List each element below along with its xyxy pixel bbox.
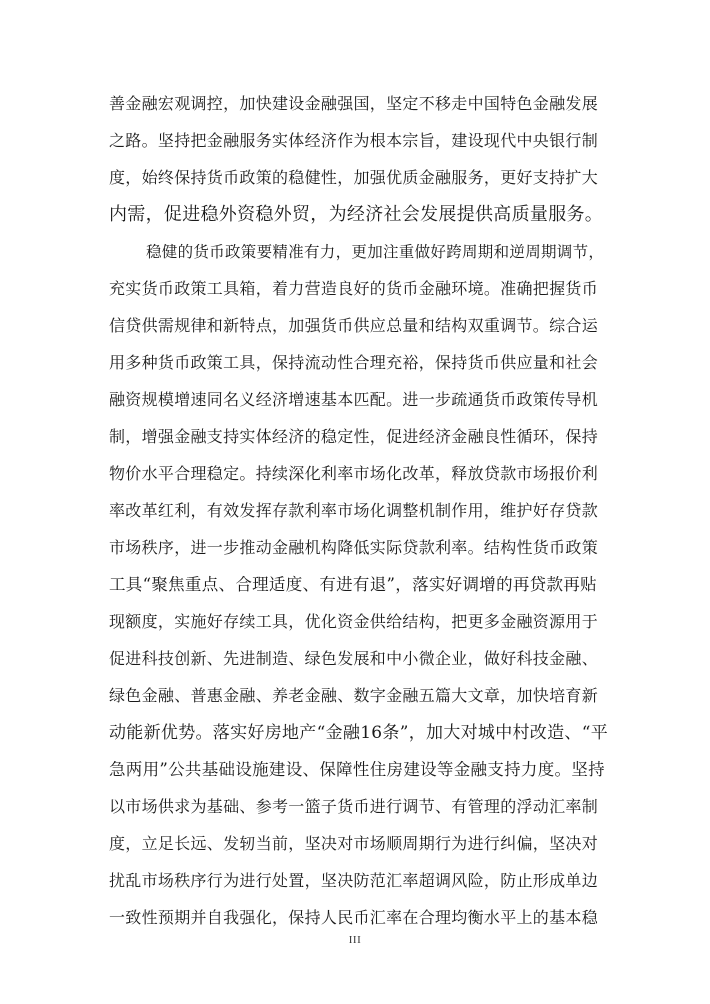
page-number: III — [348, 934, 362, 946]
text-line: 现额度，实施好存续工具，优化资金供给结构，把更多金融资源用于 — [109, 612, 599, 631]
text-line: 度，始终保持货币政策的稳健性，加强优质金融服务，更好支持扩大 — [109, 168, 599, 187]
text-line: 率改革红利，有效发挥存款利率市场化调整机制作用，维护好存贷款 — [109, 501, 599, 520]
text-line: 善金融宏观调控，加快建设金融强国，坚定不移走中国特色金融发展 — [109, 94, 599, 113]
text-line: 一致性预期并自我强化，保持人民币汇率在合理均衡水平上的基本稳 — [109, 908, 599, 927]
paragraph-first-line: 稳健的货币政策要精准有力，更加注重做好跨周期和逆周期调节， — [146, 243, 605, 261]
text-line: 工具“聚焦重点、合理适度、有进有退”，落实好调增的再贷款再贴 — [109, 575, 597, 594]
text-line: 信贷供需规律和新特点，加强货币供应总量和结构双重调节。综合运 — [109, 316, 599, 335]
text-line: 之路。坚持把金融服务实体经济作为根本宗旨，建设现代中央银行制 — [109, 131, 599, 150]
text-line: 融资规模增速同名义经济增速基本匹配。进一步疏通货币政策传导机 — [109, 390, 599, 409]
text-line: 绿色金融、普惠金融、养老金融、数字金融五篇大文章，加快培育新 — [109, 686, 599, 705]
text-line: 内需，促进稳外资稳外贸，为经济社会发展提供高质量服务。 — [109, 204, 604, 225]
text-line: 急两用”公共基础设施建设、保障性住房建设等金融支持力度。坚持 — [109, 760, 605, 779]
text-line: 物价水平合理稳定。持续深化利率市场化改革，释放贷款市场报价利 — [109, 464, 599, 483]
text-line: 促进科技创新、先进制造、绿色发展和中小微企业，做好科技金融、 — [109, 649, 599, 668]
text-line: 度，立足长远、发轫当前，坚决对市场顺周期行为进行纠偏，坚决对 — [109, 834, 599, 853]
text-line: 市场秩序，进一步推动金融机构降低实际贷款利率。结构性货币政策 — [109, 538, 599, 557]
text-line: 充实货币政策工具箱，着力营造良好的货币金融环境。准确把握货币 — [109, 279, 599, 298]
text-line: 以市场供求为基础、参考一篮子货币进行调节、有管理的浮动汇率制 — [109, 797, 599, 816]
text-line: 制，增强金融支持实体经济的稳定性，促进经济金融良性循环，保持 — [109, 427, 599, 446]
text-line: 用多种货币政策工具，保持流动性合理充裕，保持货币供应量和社会 — [109, 353, 599, 372]
text-line: 动能新优势。落实好房地产“金融16条”，加大对城中村改造、“平 — [109, 723, 609, 743]
text-line: 扰乱市场秩序行为进行处置，坚决防范汇率超调风险，防止形成单边 — [109, 871, 599, 890]
